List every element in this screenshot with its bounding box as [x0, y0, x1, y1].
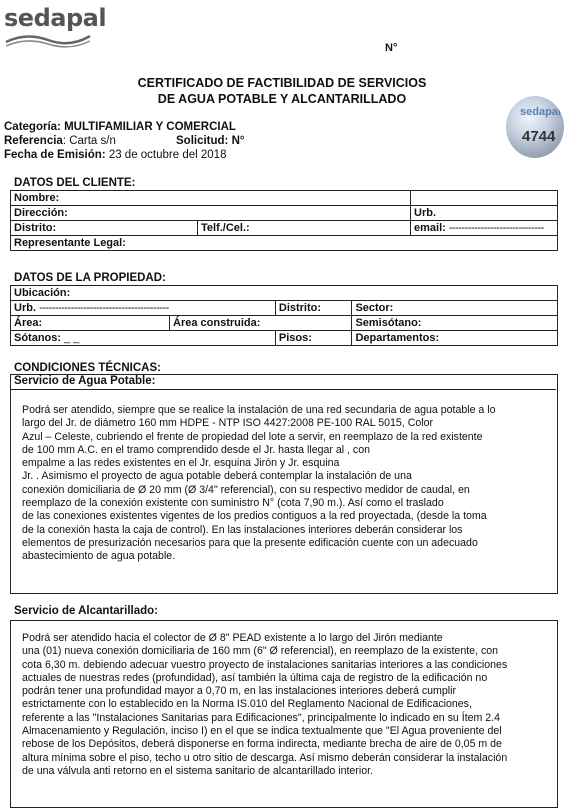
area-field: Área:: [11, 316, 170, 331]
propiedad-table: [10, 285, 558, 346]
departamentos-field: Departamentos:: [352, 331, 558, 346]
agua-line: empalme a las redes existentes en el Jr. esquina Jirón y Jr. esquina: [22, 457, 340, 470]
alcantarillado-title: Servicio de Alcantarillado:: [14, 605, 159, 617]
alc-line: altura mínima sobre el piso, techo u otro sitio de descarga. Así mismo deberán considerar la instalación: [22, 751, 508, 764]
hologram-number: 4744: [522, 128, 556, 145]
alc-line: una (01) nueva conexión domiciliaria de 160 mm (6" Ø referencial), en reemplazo de la existente, con: [22, 645, 499, 658]
condiciones-section-title: CONDICIONES TÉCNICAS:: [14, 362, 161, 374]
sedapal-logo: [4, 4, 107, 48]
agua-line: Jr. . Asimismo el proyecto de agua potable deberá contemplar la instalación de una: [22, 470, 412, 483]
categoria-row: [4, 121, 236, 133]
area-construida-field: Área construida:: [170, 316, 352, 331]
agua-line: de la conexión hasta la caja de control). En las instalaciones interiores deberán considerar los: [22, 523, 463, 536]
document-title-line1: CERTIFICADO DE FACTIBILIDAD DE SERVICIOS: [137, 76, 427, 90]
referencia-row: [4, 135, 116, 147]
propiedad-urb-field: Urb. -----------------------------------------: [11, 301, 276, 316]
referencia-label: Referencia: [4, 135, 63, 147]
email-field: email: ------------------------------: [411, 221, 558, 236]
agua-potable-divider: [10, 389, 556, 390]
referencia-value: : Carta s/n: [62, 135, 116, 147]
agua-line: conexión domiciliaria de Ø 20 mm (Ø 3/4" referencial), con su respectivo medidor de caudal, en: [22, 483, 470, 496]
semisotano-field: Semisótano:: [352, 316, 558, 331]
representante-field: Representante Legal:: [11, 236, 558, 251]
cliente-section-title: DATOS DEL CLIENTE:: [14, 177, 136, 189]
direccion-field: Dirección:: [11, 206, 411, 221]
sotanos-field: Sótanos: _ _: [11, 331, 276, 346]
agua-line: Podrá ser atendido, siempre que se realice la instalación de una red secundaria de agua potable a lo: [22, 404, 496, 416]
fecha-label: Fecha de Emisión:: [4, 149, 106, 161]
sector-field: Sector:: [352, 301, 558, 316]
hologram-seal: [506, 96, 564, 158]
alc-line: Almacenamiento y Regulación, inciso I) en el que se indica textualmente que "El Agua proveniente del: [22, 725, 502, 738]
agua-line: de las conexiones existentes vigentes de los predios contiguos a la red proyectada, (desde la toma: [22, 510, 487, 523]
solicitud-label: Solicitud: N°: [176, 135, 245, 147]
fecha-row: [4, 149, 226, 161]
alc-line: estrictamente con lo establecido en la Norma IS.010 del Reglamento Nacional de Edificaciones,: [22, 698, 472, 711]
telf-field: Telf./Cel.:: [198, 221, 411, 236]
propiedad-section-title: DATOS DE LA PROPIEDAD:: [14, 272, 166, 284]
cliente-urb-field: Urb.: [411, 206, 558, 221]
cliente-table: [10, 190, 558, 251]
pisos-field: Pisos:: [275, 331, 352, 346]
propiedad-urb-value: -----------------------------------------: [39, 302, 169, 314]
logo-wave-icon: [4, 32, 92, 48]
agua-line: largo del Jr. de diámetro 160 mm HDPE - NTP ISO 4427:2008 PE-100 RAL 5015, Color: [22, 417, 434, 430]
alcantarillado-text: [22, 632, 546, 778]
alc-line: rebose de los Depósitos, deberá disponerse en forma indirecta, mediante brecha de aire de 0,05 m de: [22, 738, 502, 751]
document-title-line2: DE AGUA POTABLE Y ALCANTARILLADO: [157, 92, 407, 106]
ubicacion-field: Ubicación:: [11, 286, 558, 301]
categoria-value: MULTIFAMILIAR Y COMERCIAL: [64, 121, 236, 133]
fecha-value: 23 de octubre del 2018: [108, 149, 227, 161]
alc-line: de una válvula anti retorno en el sistema sanitario de alcantarillado interior.: [22, 764, 373, 777]
alc-line: actuales de nuestras redes (profundidad), así también la última caja de registro de la edificación no: [22, 671, 488, 684]
alc-line: podrán tener una profundidad mayor a 0,70 m, en las instalaciones interiores deberá cumplir: [22, 685, 457, 698]
agua-line: Azul – Celeste, cubriendo el frente de propiedad del lote a servir, en reemplazo de la red existente: [22, 430, 483, 443]
certificate-number-label: N°: [385, 42, 398, 54]
email-value: ------------------------------: [448, 222, 544, 234]
cliente-distrito-field: Distrito:: [11, 221, 198, 236]
agua-potable-text: [22, 404, 546, 564]
logo-text: sedapal: [4, 4, 107, 32]
agua-line: elementos de presurización necesarios para que la presente edificación cuente con un adecuado: [22, 536, 478, 549]
agua-potable-title: Servicio de Agua Potable:: [14, 375, 156, 387]
nombre-field: Nombre:: [11, 191, 411, 206]
categoria-label: Categoría:: [4, 121, 61, 133]
sotanos-value: _ _: [64, 332, 80, 344]
agua-line: reemplazo de la conexión existente con suministro N° (cota 7,90 m.). Así como el traslado: [22, 497, 444, 510]
nombre-extra-cell: [411, 191, 558, 206]
hologram-text: sedapal: [520, 106, 561, 118]
agua-line: de 100 mm A.C. en el tramo comprendido desde el Jr. hasta llegar al , con: [22, 443, 371, 456]
alc-line: cota 6,30 m. debiendo adecuar vuestro proyecto de instalaciones sanitarias interiores a las condiciones: [22, 658, 508, 671]
alc-line: Podrá ser atendido hacia el colector de Ø 8" PEAD existente a lo largo del Jirón mediante: [22, 632, 443, 644]
alc-line: referente a las "Instalaciones Sanitarias para Edificaciones", principalmente lo indicado en su Ítem 2.4: [22, 711, 501, 724]
propiedad-distrito-field: Distrito:: [275, 301, 352, 316]
agua-line: abastecimiento de agua potable.: [22, 550, 176, 563]
